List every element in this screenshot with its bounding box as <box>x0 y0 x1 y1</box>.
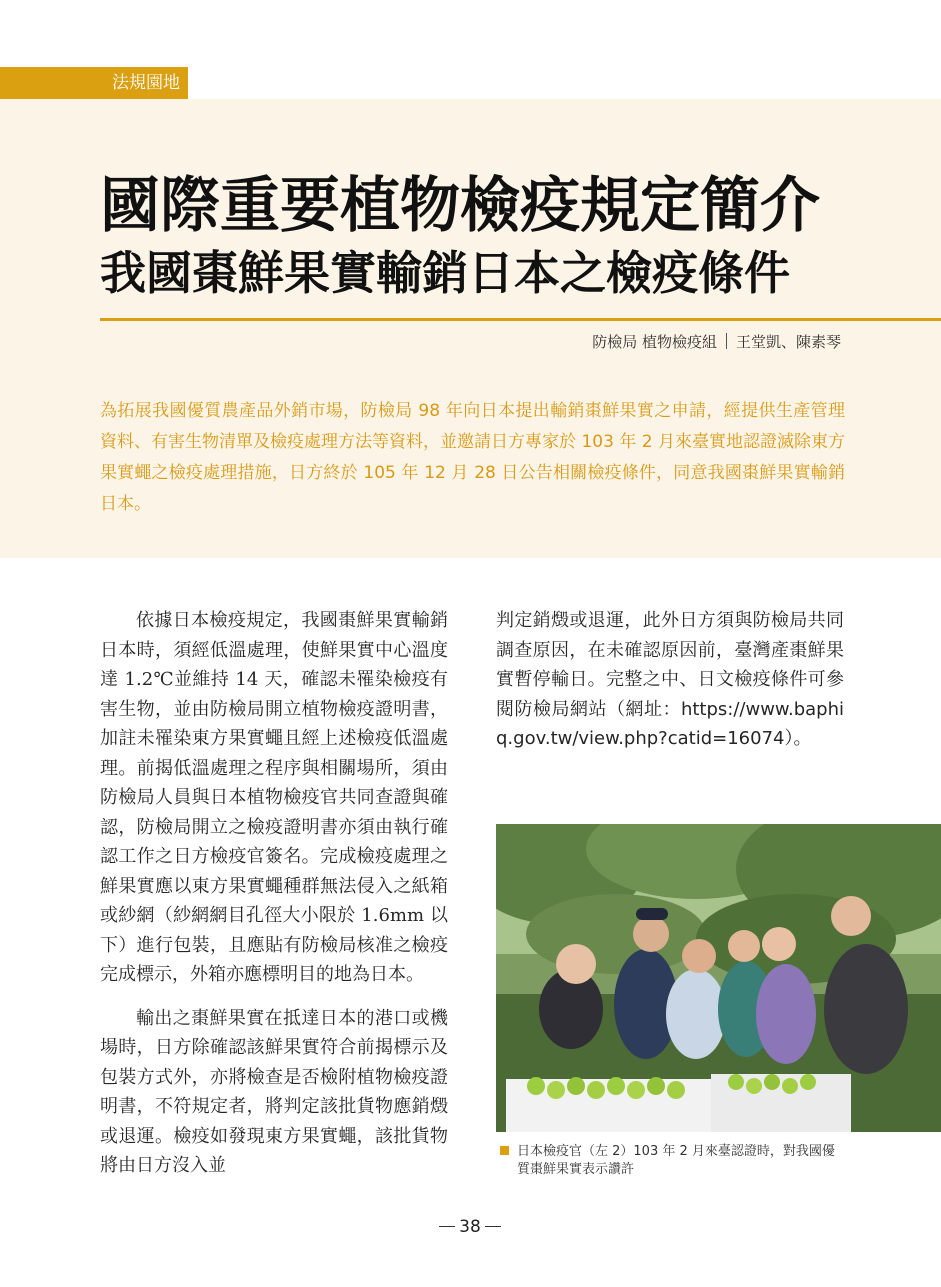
page-number-value: 38 <box>459 1217 481 1237</box>
byline-separator <box>726 333 727 349</box>
body-paragraph <box>496 606 844 754</box>
byline-authors: 王堂凱、陳素琴 <box>735 333 841 351</box>
article-subtitle: 我國棗鮮果實輸銷日本之檢疫條件 <box>100 246 790 300</box>
section-tag: 法規園地 <box>0 67 188 99</box>
caption-marker <box>500 1146 509 1155</box>
byline <box>592 330 841 354</box>
body-paragraph: 輸出之棗鮮果實在抵達日本的港口或機場時，日方除確認該鮮果實符合前揭標示及包裝方式外，亦將檢查是否檢附植物檢疫證明書，不符規定者，將判定該批貨物應銷燬或退運。檢疫如發現東方果實蠅，該批貨物將由日方沒入並 <box>100 1007 448 1176</box>
title-divider <box>100 318 941 321</box>
orchard-group-photo <box>496 824 941 1132</box>
page-number <box>420 1216 520 1238</box>
body-column-right <box>496 606 844 754</box>
article-abstract: 為拓展我國優質農產品外銷市場，防檢局 98 年向日本提出輸銷棗鮮果實之申請，經提供生產管理資料、有害生物清單及檢疫處理方法等資料，並邀請日方專家於 103 年 2 月來臺實地認證滅除東方果實蠅之檢疫處理措施，日方終於 105 年 12 月 28 日公告相關檢疫條件，同意我國棗鮮果實輸銷日本。 <box>100 401 845 514</box>
byline-organization: 防檢局 植物檢疫組 <box>592 333 717 351</box>
body-paragraph-text: ）。 <box>784 728 812 749</box>
article-title: 國際重要植物檢疫規定簡介 <box>100 171 820 241</box>
page-number-dash-left <box>439 1226 455 1227</box>
inspection-photo <box>496 824 941 1132</box>
photo-caption <box>500 1143 844 1179</box>
body-paragraph-text: 判定銷燬或退運，此外日方須與防檢局共同調查原因，在未確認原因前，臺灣產棗鮮果實暫停輸日。完整之中、日文檢疫條件可參閱防檢局網站（網址： <box>496 610 844 720</box>
body-paragraph: 依據日本檢疫規定，我國棗鮮果實輸銷日本時，須經低溫處理，使鮮果實中心溫度達 1.2℃並維持 14 天，確認未罹染檢疫有害生物，並由防檢局開立植物檢疫證明書，加註未罹染東方果實蠅且經上述檢疫低溫處理。前揭低溫處理之程序與相關場所，須由防檢局人員與日本植物檢疫官共同查證與確認，防檢局開立之檢疫證明書亦須由執行確認工作之日方檢疫官簽名。完成檢疫處理之鮮果實應以東方果實蠅種群無法侵入之紙箱或紗網（紗網網目孔徑大小限於 1.6mm 以下）進行包裝，且應貼有防檢局核准之檢疫完成標示，外箱亦應標明目的地為日本。 <box>100 610 448 985</box>
page-number-dash-right <box>485 1226 501 1227</box>
body-column-left <box>100 606 448 1195</box>
website-url: https://www.baphiq.gov.tw/view.php?catid=16074 <box>496 698 844 749</box>
photo-caption-text: 日本檢疫官（左 2）103 年 2 月來臺認證時，對我國優質棗鮮果實表示讚許 <box>517 1144 835 1177</box>
